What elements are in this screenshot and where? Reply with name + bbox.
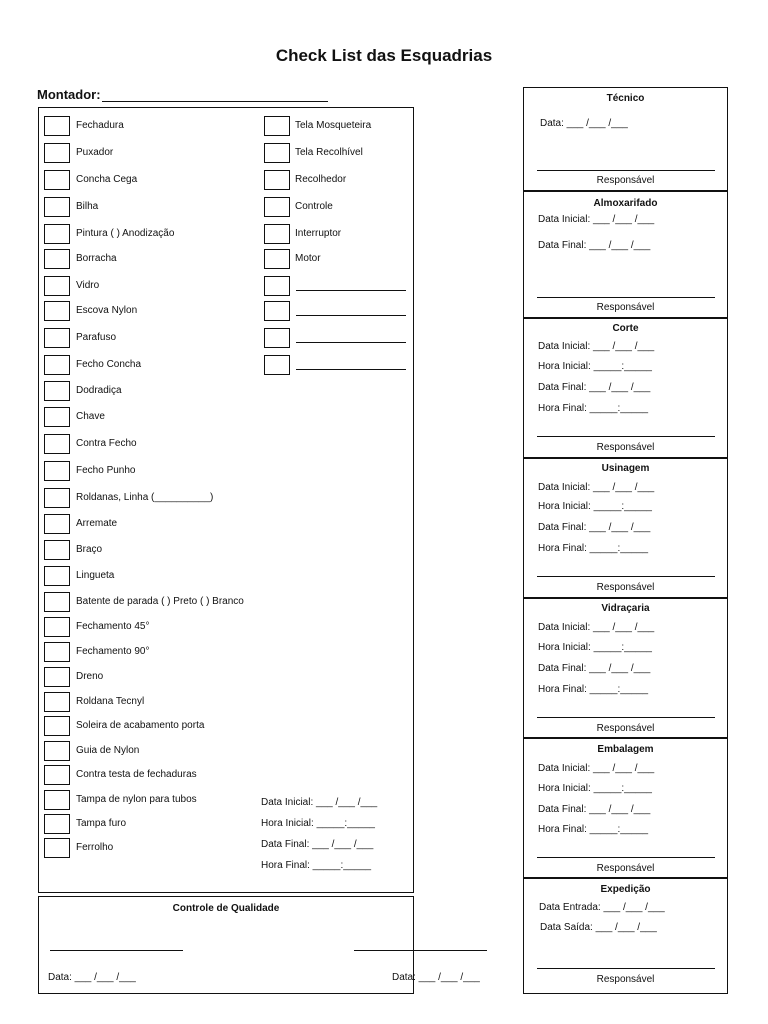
usinagem-signature-line[interactable] [537,576,715,577]
corte-hora-inicial[interactable]: Hora Inicial: _____:_____ [538,361,652,372]
checkbox[interactable] [44,592,70,612]
checkbox[interactable] [44,197,70,217]
checklist-item-label: Motor [295,253,321,264]
checklist-hora-final[interactable]: Hora Final: _____:_____ [261,860,372,871]
montador-blank-line[interactable] [102,89,328,102]
checklist-item-label: Borracha [76,253,117,264]
quality-data-left[interactable]: Data: ___ /___ /___ [48,972,136,983]
checklist-item-label: Controle [295,201,333,212]
checklist-item-label: Batente de parada ( ) Preto ( ) Branco [76,596,244,607]
checkbox[interactable] [44,667,70,687]
corte-signature-line[interactable] [537,436,715,437]
checklist-item-label: Concha Cega [76,174,138,185]
corte-data-final[interactable]: Data Final: ___ /___ /___ [538,382,651,393]
corte-data-inicial[interactable]: Data Inicial: ___ /___ /___ [538,341,655,352]
blank-line[interactable] [296,369,406,370]
expedicao-signature-line[interactable] [537,968,715,969]
expedicao-data-saida[interactable]: Data Saída: ___ /___ /___ [540,922,657,933]
vidracaria-responsavel: Responsável [596,723,655,734]
checklist-item-label: Contra Fecho [76,438,137,449]
checkbox[interactable] [44,407,70,427]
blank-line[interactable] [296,290,406,291]
checklist-item-label: Fechamento 90° [76,646,150,657]
checkbox[interactable] [44,716,70,736]
checkbox[interactable] [264,116,290,136]
checklist-item-label: Fecho Punho [76,465,136,476]
tecnico-data[interactable]: Data: ___ /___ /___ [540,118,628,129]
quality-control-title: Controle de Qualidade [172,903,280,914]
checkbox[interactable] [264,224,290,244]
checklist-item-label: Roldana Tecnyl [76,696,145,707]
section-embalagem-title: Embalagem [597,744,654,755]
checklist-item-label: Fechamento 45° [76,621,150,632]
checklist-item-label: Fechadura [76,120,124,131]
checkbox[interactable] [44,814,70,834]
checklist-item-label: Braço [76,544,103,555]
usinagem-data-final[interactable]: Data Final: ___ /___ /___ [538,522,651,533]
embalagem-responsavel: Responsável [596,863,655,874]
tecnico-responsavel: Responsável [596,175,655,186]
usinagem-hora-final[interactable]: Hora Final: _____:_____ [538,543,649,554]
vidracaria-data-final[interactable]: Data Final: ___ /___ /___ [538,663,651,674]
checklist-item-label: Tela Mosqueteira [295,120,372,131]
checklist-item-label: Ferrolho [76,842,114,853]
checklist-item-label: Puxador [76,147,114,158]
vidracaria-signature-line[interactable] [537,717,715,718]
checklist-item-label: Interruptor [295,228,342,239]
checkbox[interactable] [44,381,70,401]
checkbox[interactable] [44,692,70,712]
section-corte [523,318,728,458]
checkbox[interactable] [44,224,70,244]
checklist-item-label: Pintura ( ) Anodização [76,228,175,239]
checklist-item-label: Arremate [76,518,118,529]
checkbox[interactable] [264,355,290,375]
checkbox[interactable] [44,617,70,637]
section-usinagem [523,458,728,598]
section-embalagem [523,738,728,878]
checkbox[interactable] [44,328,70,348]
checklist-item-label: Tampa de nylon para tubos [76,794,197,805]
section-expedicao [523,878,728,994]
checkbox[interactable] [44,355,70,375]
embalagem-data-inicial[interactable]: Data Inicial: ___ /___ /___ [538,763,655,774]
quality-data-right[interactable]: Data: ___ /___ /___ [392,972,480,983]
checklist-item-label: Fecho Concha [76,359,142,370]
checkbox[interactable] [44,540,70,560]
almoxarifado-signature-line[interactable] [537,297,715,298]
usinagem-hora-inicial[interactable]: Hora Inicial: _____:_____ [538,501,652,512]
checkbox[interactable] [264,170,290,190]
checkbox[interactable] [264,197,290,217]
checklist-data-inicial[interactable]: Data Inicial: ___ /___ /___ [261,797,378,808]
checkbox[interactable] [44,488,70,508]
checkbox[interactable] [44,566,70,586]
quality-signature-right[interactable] [354,950,487,951]
usinagem-responsavel: Responsável [596,582,655,593]
section-almoxarifado [523,191,728,318]
vidracaria-hora-inicial[interactable]: Hora Inicial: _____:_____ [538,642,652,653]
checklist-box [38,107,414,893]
section-usinagem-title: Usinagem [601,463,650,474]
checklist-item-label: Chave [76,411,105,422]
checkbox[interactable] [44,514,70,534]
checkbox[interactable] [44,838,70,858]
section-tecnico [523,87,728,191]
page-title: Check List das Esquadrias [275,46,493,65]
embalagem-data-final[interactable]: Data Final: ___ /___ /___ [538,804,651,815]
almoxarifado-data-final[interactable]: Data Final: ___ /___ /___ [538,240,651,251]
checklist-item-label: Bilha [76,201,99,212]
checklist-hora-inicial[interactable]: Hora Inicial: _____:_____ [261,818,375,829]
blank-line[interactable] [296,315,406,316]
vidracaria-data-inicial[interactable]: Data Inicial: ___ /___ /___ [538,622,655,633]
quality-control-box [38,896,480,994]
embalagem-signature-line[interactable] [537,857,715,858]
checklist-item-label: Roldanas, Linha (__________) [76,492,214,503]
checkbox[interactable] [44,301,70,321]
checklist-item-label: Dreno [76,671,104,682]
section-vidracaria-title: Vidraçaria [601,603,650,614]
section-corte-title: Corte [612,323,639,334]
checklist-item-label: Tampa furo [76,818,127,829]
checkbox[interactable] [264,301,290,321]
almoxarifado-data-inicial[interactable]: Data Inicial: ___ /___ /___ [538,214,655,225]
checklist-item-label: Soleira de acabamento porta [76,720,205,731]
vidracaria-hora-final[interactable]: Hora Final: _____:_____ [538,684,649,695]
checkbox[interactable] [44,276,70,296]
checkbox[interactable] [264,328,290,348]
checkbox[interactable] [44,461,70,481]
section-almoxarifado-title: Almoxarifado [593,198,658,209]
checkbox[interactable] [44,116,70,136]
montador-field[interactable] [37,87,328,102]
expedicao-responsavel: Responsável [596,974,655,985]
checkbox[interactable] [264,276,290,296]
montador-label: Montador: [37,87,101,102]
checklist-data-final[interactable]: Data Final: ___ /___ /___ [261,839,374,850]
checklist-item-label: Guia de Nylon [76,745,140,756]
section-vidracaria [523,598,728,738]
checklist-item-label: Lingueta [76,570,115,581]
section-tecnico-title: Técnico [606,93,645,104]
checkbox[interactable] [44,765,70,785]
blank-line[interactable] [296,342,406,343]
embalagem-hora-final[interactable]: Hora Final: _____:_____ [538,824,649,835]
almoxarifado-responsavel: Responsável [596,302,655,313]
checklist-item-label: Recolhedor [295,174,347,185]
checklist-item-label: Contra testa de fechaduras [76,769,197,780]
checklist-item-label: Dodradiça [76,385,122,396]
checkbox[interactable] [44,741,70,761]
quality-signature-left[interactable] [50,950,183,951]
checkbox[interactable] [44,143,70,163]
checkbox[interactable] [264,249,290,269]
checklist-item-label: Vidro [76,280,100,291]
corte-responsavel: Responsável [596,442,655,453]
usinagem-data-inicial[interactable]: Data Inicial: ___ /___ /___ [538,482,655,493]
tecnico-signature-line[interactable] [537,170,715,171]
checkbox[interactable] [264,143,290,163]
checkbox[interactable] [44,642,70,662]
expedicao-data-entrada[interactable]: Data Entrada: ___ /___ /___ [539,902,665,913]
checklist-item-label: Escova Nylon [76,305,138,316]
checkbox[interactable] [44,790,70,810]
checkbox[interactable] [44,170,70,190]
embalagem-hora-inicial[interactable]: Hora Inicial: _____:_____ [538,783,652,794]
checkbox[interactable] [44,434,70,454]
corte-hora-final[interactable]: Hora Final: _____:_____ [538,403,649,414]
section-expedicao-title: Expedição [600,884,651,895]
checklist-item-label: Parafuso [76,332,117,343]
checklist-item-label: Tela Recolhível [295,147,363,158]
checkbox[interactable] [44,249,70,269]
